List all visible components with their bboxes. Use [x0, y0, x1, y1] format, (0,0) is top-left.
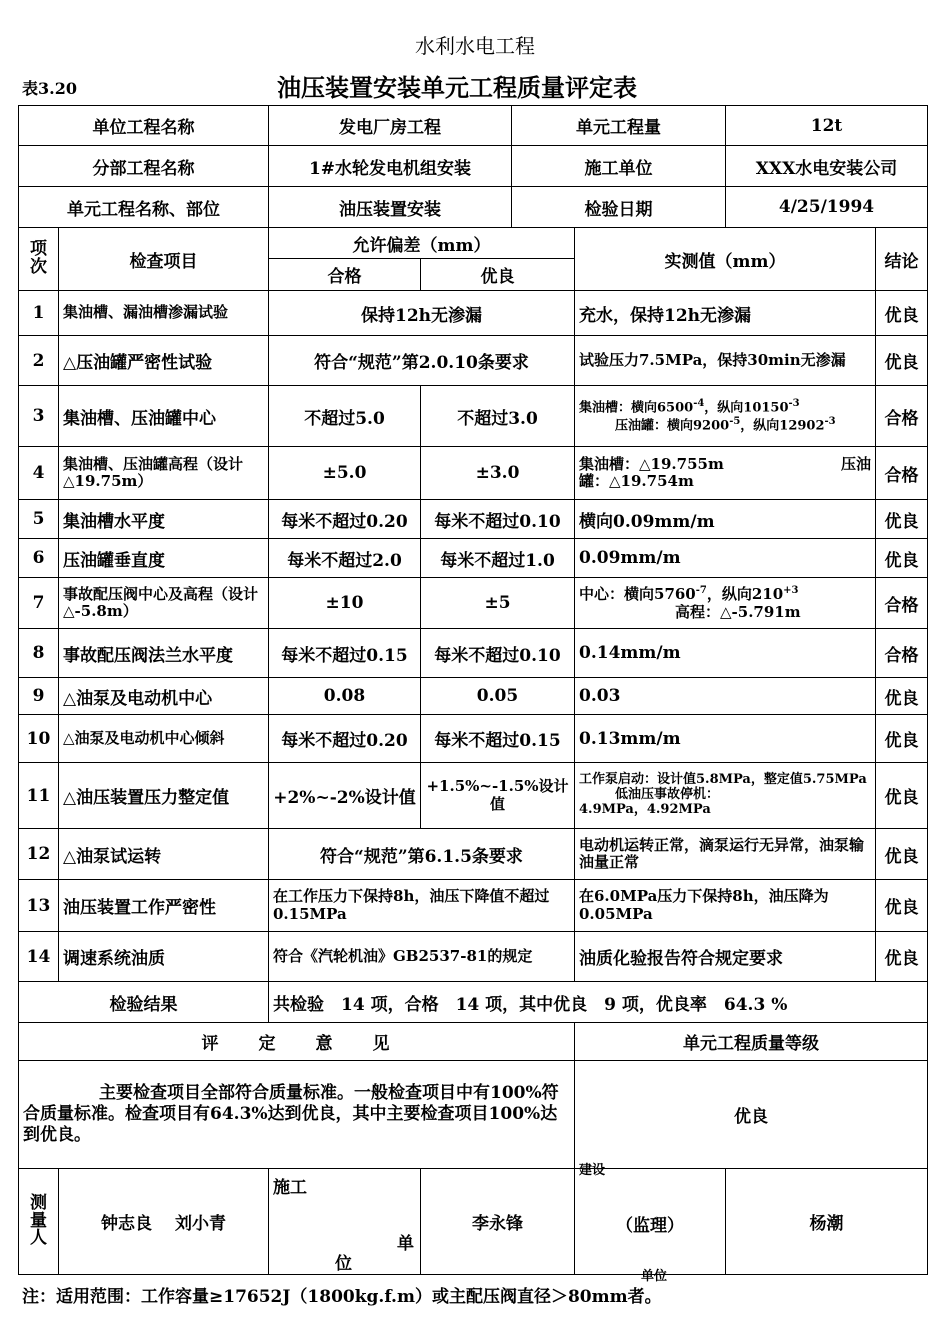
row-qualified: 每米不超过0.20: [269, 715, 421, 763]
col-excellent-header: 优良: [421, 259, 575, 291]
row-no: 10: [19, 715, 59, 763]
row-qualified: ±5.0: [269, 447, 421, 500]
table-row: [19, 880, 928, 932]
date-value: 4/25/1994: [726, 187, 928, 228]
measured-part: 集油槽：△19.755m: [579, 454, 724, 473]
row-excellent: 每米不超过1.0: [421, 539, 575, 578]
row-result: 优良: [876, 336, 928, 386]
row-excellent: 每米不超过0.10: [421, 629, 575, 678]
supervision-label: 单位: [641, 1269, 668, 1284]
signature-row: [19, 1169, 928, 1275]
row-qualified: 每米不超过2.0: [269, 539, 421, 578]
measured-sup: -7: [695, 585, 707, 597]
row-no: 12: [19, 829, 59, 880]
supervision-label-cell: [575, 1163, 726, 1284]
table-number: 表3.20: [22, 79, 77, 98]
row-qualified: 不超过5.0: [269, 386, 421, 447]
table-row: [19, 763, 928, 829]
row-result: 优良: [876, 500, 928, 539]
row-excellent: 不超过3.0: [421, 386, 575, 447]
supervision-label: 建设: [579, 1163, 606, 1178]
measured-part: 压油罐：横向9200: [615, 418, 730, 434]
evaluation-table: [18, 105, 928, 1284]
measured-sup: -5: [729, 416, 741, 427]
row-no: 7: [19, 578, 59, 629]
measured-part: ，纵向12902: [740, 418, 825, 434]
table-row: [19, 447, 928, 500]
row-result: 合格: [876, 447, 928, 500]
row-item: 集油槽、漏油槽渗漏试验: [59, 291, 269, 336]
row-qualified: 每米不超过0.20: [269, 500, 421, 539]
row-result: 优良: [876, 291, 928, 336]
info-row: [19, 146, 928, 187]
row-excellent: +1.5%~-1.5%设计值: [421, 763, 575, 829]
opinion-row: [19, 1061, 928, 1169]
row-measured: 油质化验报告符合规定要求: [575, 932, 876, 982]
measured-sup: -4: [693, 397, 705, 409]
construction-label-cell: [269, 1169, 421, 1275]
row-no: 4: [19, 447, 59, 500]
table-row: [19, 539, 928, 578]
unit-project-label: 单位工程名称: [19, 106, 269, 146]
row-tolerance: 符合“规范”第2.0.10条要求: [269, 336, 575, 386]
row-item: 集油槽、压油罐中心: [59, 386, 269, 447]
row-no: 11: [19, 763, 59, 829]
quantity-label: 单元工程量: [512, 106, 726, 146]
row-item: △油泵及电动机中心倾斜: [59, 715, 269, 763]
element-label: 单元工程名称、部位: [19, 187, 269, 228]
row-result: 优良: [876, 763, 928, 829]
quantity-value: 12t: [726, 106, 928, 146]
contractor-value: XXX水电安装公司: [726, 146, 928, 187]
measured-part: 中心：横向5760: [579, 585, 696, 604]
construction-person: 李永锋: [421, 1169, 575, 1275]
row-item: △油压装置压力整定值: [59, 763, 269, 829]
row-tolerance: 在工作压力下保持8h，油压下降值不超过0.15MPa: [269, 880, 575, 932]
row-measured: 电动机运转正常，滴泵运行无异常，油泵输油量正常: [575, 829, 876, 880]
row-measured: 在6.0MPa压力下保持8h，油压降为0.05MPa: [575, 880, 876, 932]
grade-value: 优良: [575, 1061, 928, 1169]
col-item-header: 检查项目: [59, 228, 269, 291]
row-measured: 充水，保持12h无渗漏: [575, 291, 876, 336]
row-qualified: 每米不超过0.15: [269, 629, 421, 678]
construction-label: 施工: [273, 1178, 307, 1198]
measured-part: 压油: [840, 454, 871, 473]
super-title: 水利水电工程: [415, 34, 535, 58]
grade-label: 单元工程质量等级: [575, 1023, 928, 1061]
element-value: 油压装置安装: [269, 187, 512, 228]
row-result: 优良: [876, 715, 928, 763]
table-row: [19, 386, 928, 447]
row-measured: [575, 578, 876, 629]
measured-part: 高程：△-5.791m: [675, 602, 801, 621]
result-label: 检验结果: [19, 982, 269, 1023]
table-row: [19, 678, 928, 715]
date-label: 检验日期: [512, 187, 726, 228]
row-measured: [575, 447, 876, 500]
row-excellent: 0.05: [421, 678, 575, 715]
table-row: [19, 578, 928, 629]
row-item: 事故配压阀中心及高程（设计△-5.8m）: [59, 578, 269, 629]
footer-note: 注：适用范围：工作容量≥17652J（1800kg.f.m）或主配压阀直径＞80mm者。: [22, 1287, 662, 1307]
table-row: [19, 629, 928, 678]
row-item: 集油槽、压油罐高程（设计△19.75m）: [59, 447, 269, 500]
row-qualified: ±10: [269, 578, 421, 629]
row-measured: 0.03: [575, 678, 876, 715]
table-row: [19, 336, 928, 386]
row-no: 3: [19, 386, 59, 447]
row-no: 13: [19, 880, 59, 932]
row-item: 调速系统油质: [59, 932, 269, 982]
row-excellent: 每米不超过0.10: [421, 500, 575, 539]
result-row: [19, 982, 928, 1023]
opinion-text: 主要检查项目全部符合质量标准。一般检查项目中有100%符合质量标准。检查项目有64.3%达到优良，其中主要检查项目100%达到优良。: [19, 1061, 575, 1169]
contractor-label: 施工单位: [512, 146, 726, 187]
info-row: [19, 187, 928, 228]
info-row: [19, 106, 928, 146]
row-no: 5: [19, 500, 59, 539]
row-measured: 横向0.09mm/m: [575, 500, 876, 539]
row-measured: 0.09mm/m: [575, 539, 876, 578]
table-row: [19, 715, 928, 763]
row-no: 14: [19, 932, 59, 982]
row-item: 油压装置工作严密性: [59, 880, 269, 932]
row-qualified: +2%~-2%设计值: [269, 763, 421, 829]
col-measured-header: 实测值（mm）: [575, 228, 876, 291]
result-text: 共检验 14 项，合格 14 项，其中优良 9 项，优良率 64.3 %: [269, 982, 928, 1023]
row-result: 优良: [876, 829, 928, 880]
measured-sup: -3: [824, 416, 836, 427]
measured-part: 工作泵启动：设计值5.8MPa，整定值5.75MPa: [579, 772, 867, 788]
row-result: 优良: [876, 678, 928, 715]
row-result: 优良: [876, 880, 928, 932]
row-result: 合格: [876, 629, 928, 678]
table-row: [19, 291, 928, 336]
division-value: 1#水轮发电机组安装: [269, 146, 512, 187]
col-conclusion-header: 结论: [876, 228, 928, 291]
row-measured: [575, 386, 876, 447]
row-result: 合格: [876, 578, 928, 629]
row-measured: 0.13mm/m: [575, 715, 876, 763]
construction-label: 位: [335, 1254, 352, 1274]
row-tolerance: 保持12h无渗漏: [269, 291, 575, 336]
col-qualified-header: 合格: [269, 259, 421, 291]
row-result: 优良: [876, 539, 928, 578]
table-row: [19, 500, 928, 539]
surveyor-names: 钟志良 刘小青: [59, 1169, 269, 1275]
row-no: 9: [19, 678, 59, 715]
row-result: 合格: [876, 386, 928, 447]
col-tolerance-header: 允许偏差（mm）: [269, 228, 575, 259]
table-row: [19, 829, 928, 880]
row-no: 1: [19, 291, 59, 336]
unit-project-value: 发电厂房工程: [269, 106, 512, 146]
measured-part: ，纵向210: [706, 585, 784, 604]
row-no: 2: [19, 336, 59, 386]
row-result: 优良: [876, 932, 928, 982]
row-excellent: ±3.0: [421, 447, 575, 500]
row-tolerance: 符合《汽轮机油》GB2537-81的规定: [269, 932, 575, 982]
row-excellent: 每米不超过0.15: [421, 715, 575, 763]
row-measured: 0.14mm/m: [575, 629, 876, 678]
row-item: △油泵试运转: [59, 829, 269, 880]
measured-sup: +3: [783, 585, 799, 597]
measured-sup: -3: [788, 397, 800, 409]
column-header-row: [19, 228, 928, 259]
row-item: 事故配压阀法兰水平度: [59, 629, 269, 678]
row-excellent: ±5: [421, 578, 575, 629]
supervision-label: （监理）: [616, 1216, 684, 1236]
row-qualified: 0.08: [269, 678, 421, 715]
division-label: 分部工程名称: [19, 146, 269, 187]
row-no: 8: [19, 629, 59, 678]
row-item: 集油槽水平度: [59, 500, 269, 539]
row-item: 压油罐垂直度: [59, 539, 269, 578]
opinion-label: 评 定 意 见: [19, 1023, 575, 1061]
measured-part: 4.9MPa，4.92MPa: [579, 801, 711, 817]
row-no: 6: [19, 539, 59, 578]
construction-label: 单: [397, 1234, 414, 1254]
col-no-header: 项次: [19, 228, 59, 291]
opinion-header-row: [19, 1023, 928, 1061]
row-tolerance: 符合“规范”第6.1.5条要求: [269, 829, 575, 880]
supervision-person: 杨潮: [726, 1169, 928, 1275]
row-measured: 试验压力7.5MPa，保持30min无渗漏: [575, 336, 876, 386]
page-title: 油压装置安装单元工程质量评定表: [277, 73, 637, 102]
table-row: [19, 932, 928, 982]
surveyor-label: 测量人: [19, 1169, 59, 1275]
measured-part: 罐：△19.754m: [579, 472, 694, 490]
row-item: △压油罐严密性试验: [59, 336, 269, 386]
measured-part: 低油压事故停机：: [615, 787, 720, 803]
measured-part: ，纵向10150: [704, 400, 789, 416]
measured-part: 集油槽：横向6500: [579, 400, 694, 416]
row-measured: [575, 763, 876, 829]
row-item: △油泵及电动机中心: [59, 678, 269, 715]
